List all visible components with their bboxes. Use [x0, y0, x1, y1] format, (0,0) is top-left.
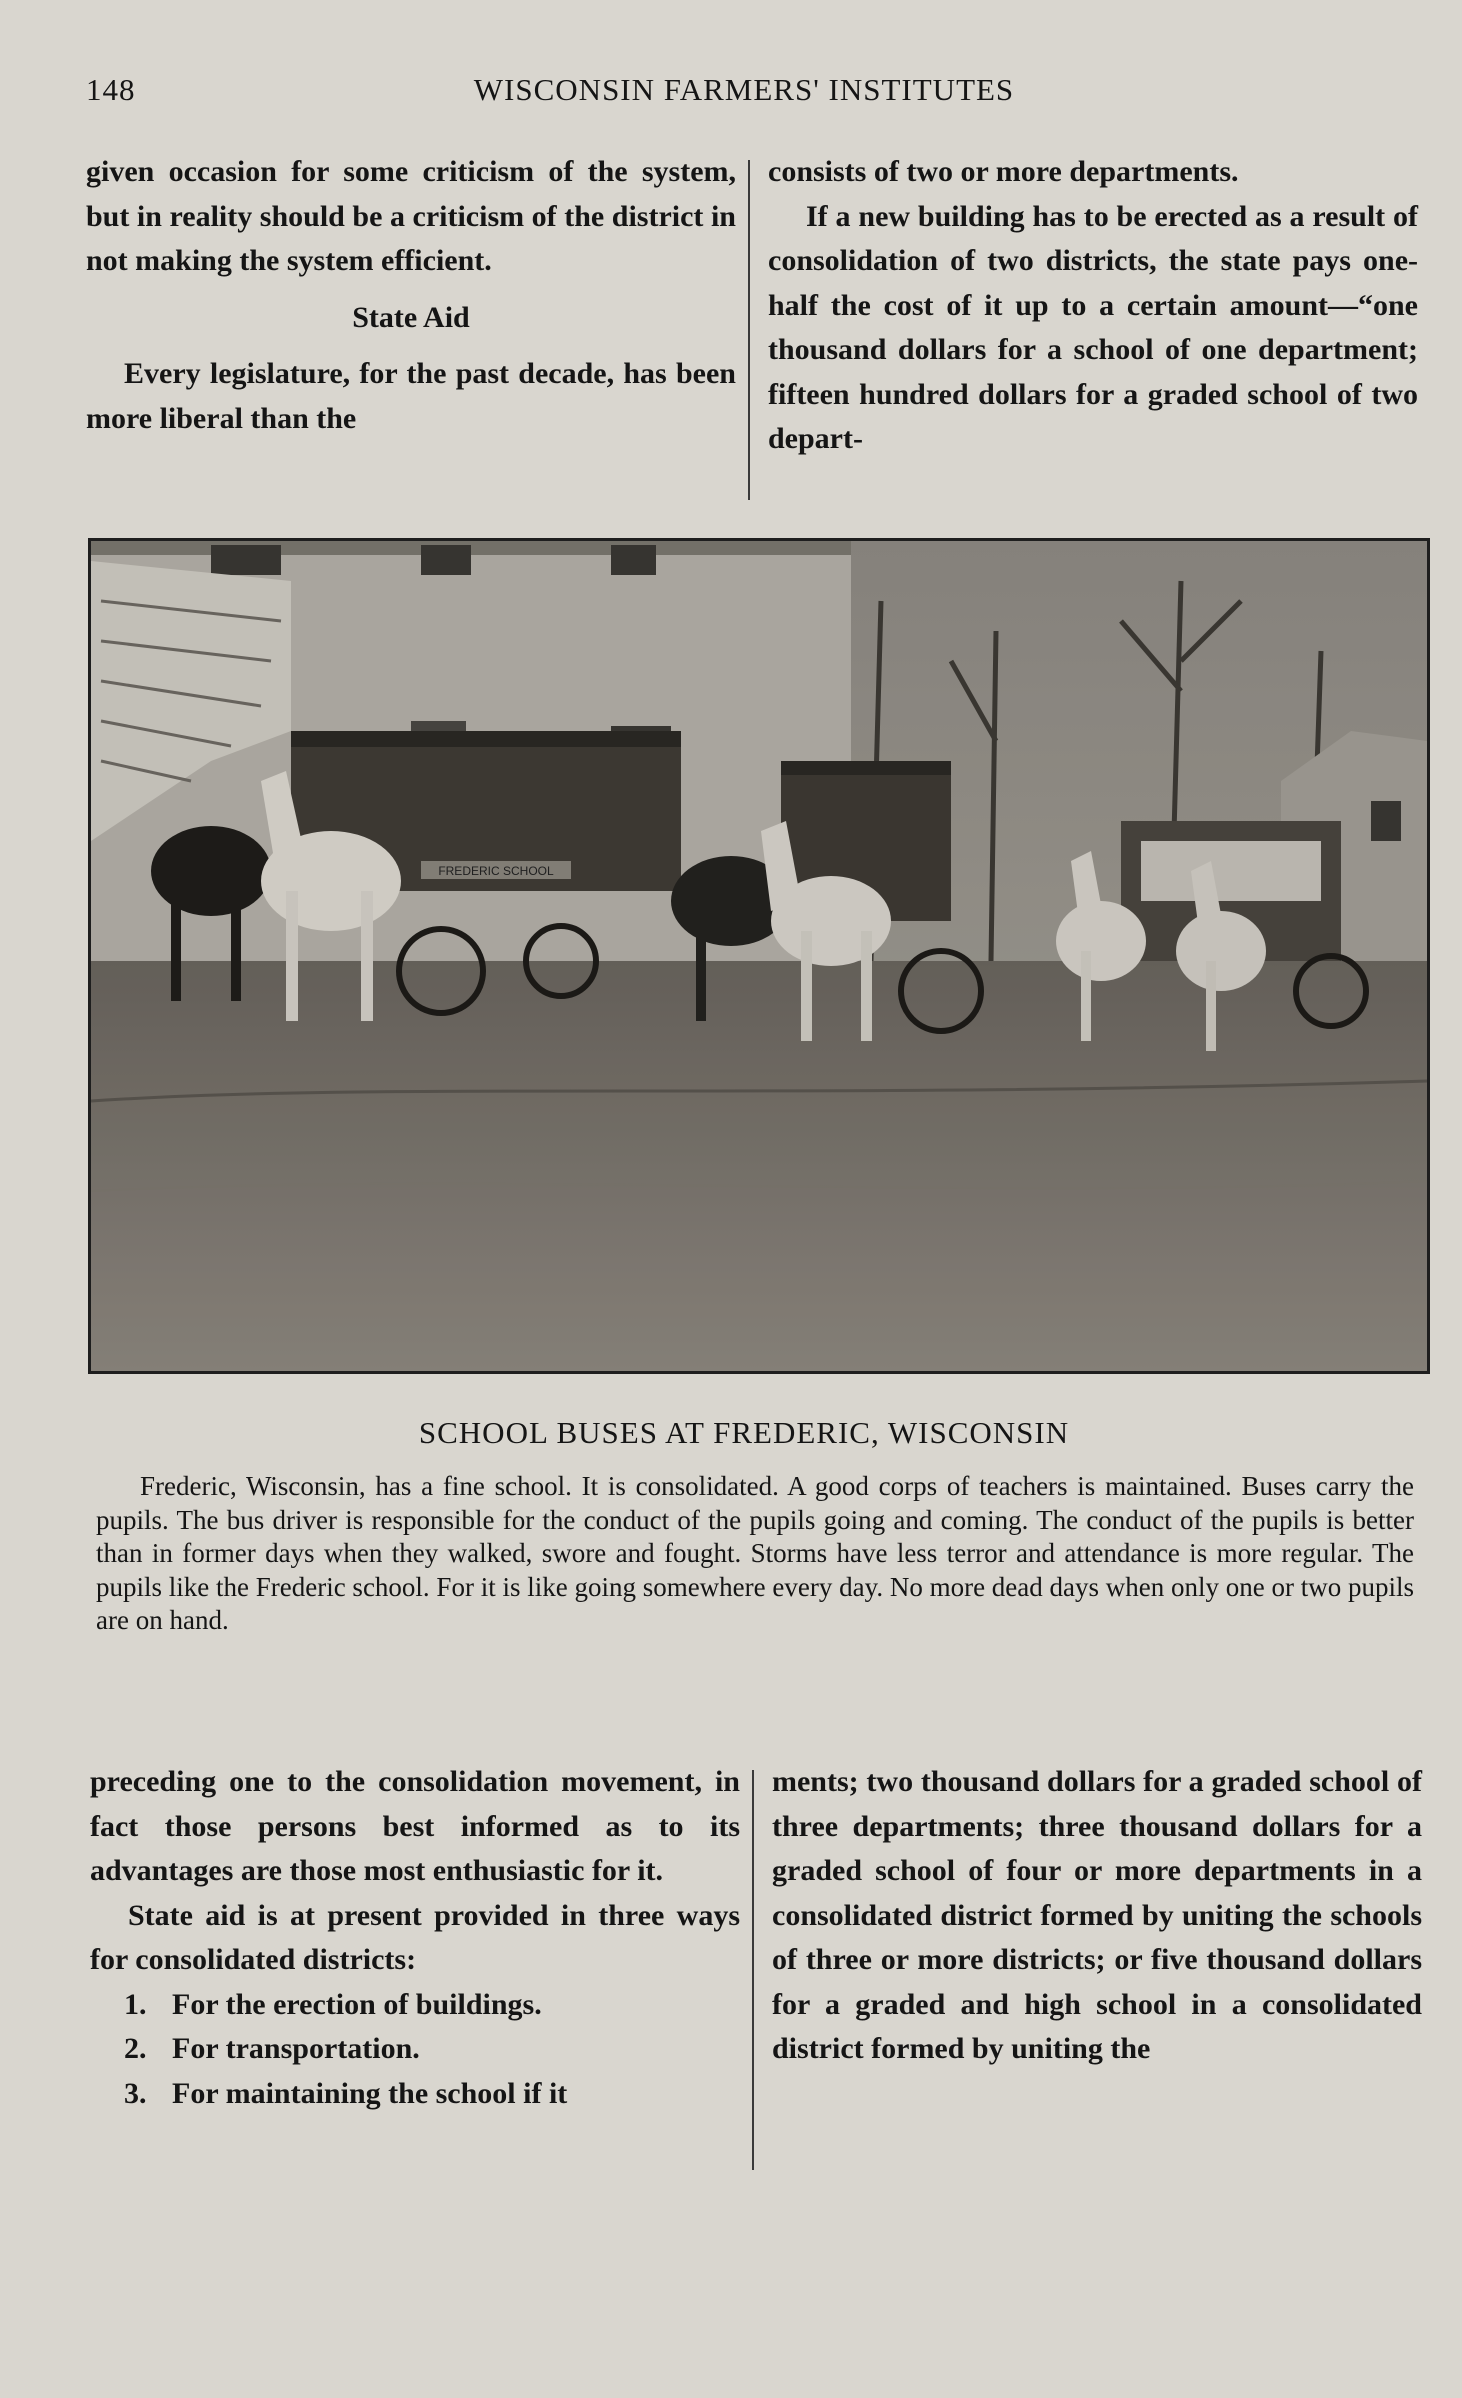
- school-buses-photograph: [88, 538, 1430, 1374]
- running-header: [86, 72, 1402, 112]
- bottom-right-column: [772, 1760, 1422, 2072]
- top-left-column: [86, 150, 736, 441]
- bottom-left-paragraph-1: preceding one to the consolidation movement, in fact those persons best informed as to its advantages are those most enthusiastic for it.: [90, 1765, 740, 1887]
- list-text: For maintaining the school if it: [172, 2076, 568, 2110]
- top-left-paragraph-1: given occasion for some criticism of the system, but in reality should be a criticism of the district in not making the system efficient.: [86, 155, 736, 277]
- list-number: 2.: [124, 2032, 147, 2065]
- photo-caption-body: [96, 1470, 1414, 1638]
- list-text: For transportation.: [172, 2032, 420, 2065]
- list-item-2: [90, 2027, 740, 2072]
- top-left-paragraph-2: Every legislature, for the past decade, has been more liberal than the: [86, 357, 736, 435]
- photo-illustration: [91, 541, 1427, 1371]
- top-right-paragraph-2: If a new building has to be erected as a result of consolidation of two districts, the state pays one-half the cost of it up to a certain amount—“one thousand dollars for a school of one department; fifteen hundred dollars for a graded school of two depart-: [768, 199, 1418, 455]
- column-divider-top: [748, 160, 750, 500]
- page-number: 148: [86, 72, 136, 107]
- bottom-left-paragraph-2: State aid is at present provided in three ways for consolidated districts:: [90, 1898, 740, 1976]
- photo-caption-title: SCHOOL BUSES AT FREDERIC, WISCONSIN: [418, 1415, 1070, 1450]
- bottom-left-column: [90, 1760, 740, 2116]
- section-heading-state-aid: State Aid: [352, 300, 470, 334]
- list-item-3: [90, 2072, 740, 2117]
- top-right-column: [768, 150, 1418, 462]
- column-divider-bottom: [752, 1770, 754, 2170]
- list-number: 3.: [124, 2076, 147, 2110]
- list-number: 1.: [124, 1987, 147, 2021]
- bottom-right-paragraph-1: ments; two thousand dollars for a graded school of three departments; three thousand dollars for a graded school of four or more departments in a consolidated district formed by uniting the schools of three or more districts; or five thousand dollars for a graded and high school in a consolidated district formed by uniting the: [772, 1765, 1422, 2065]
- bus-sign: FREDERIC SCHOOL: [438, 864, 554, 878]
- top-right-paragraph-1: consists of two or more departments.: [768, 155, 1239, 188]
- running-title: WISCONSIN FARMERS' INSTITUTES: [473, 72, 1015, 107]
- list-item-1: [90, 1983, 740, 2028]
- caption-paragraph: Frederic, Wisconsin, has a fine school. It is consolidated. A good corps of teachers is maintained. Buses carry the pupils. The bus driver is responsible for the conduct of the pupils going and coming. The conduct of the pupils is better than in former days when they walked, swore and fought. Storms have less terror and attendance is more regular. The pupils like the Frederic school. For it is like going somewhere every day. No more dead days when only one or two pupils are on hand.: [96, 1471, 1414, 1635]
- list-text: For the erection of buildings.: [172, 1987, 542, 2021]
